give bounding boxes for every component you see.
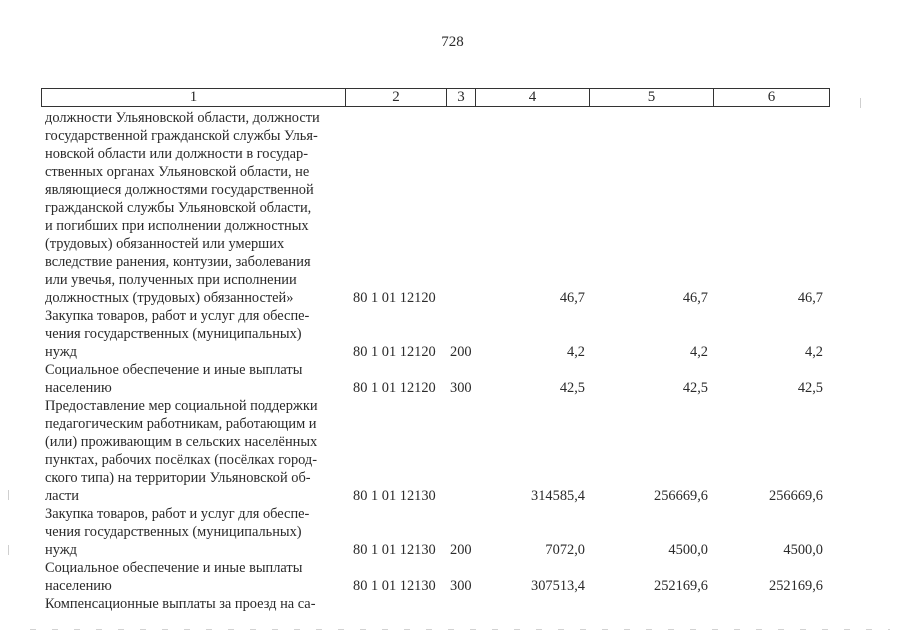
row-value-col5: 4500,0	[668, 542, 708, 558]
row-value-col4: 4,2	[567, 344, 585, 360]
description-line: должностных (трудовых) обязанностей»	[45, 290, 294, 306]
row-value-col4: 314585,4	[531, 488, 585, 504]
scan-artifact-line	[30, 629, 890, 630]
description-line: Социальное обеспечение и иные выплаты	[45, 362, 303, 378]
row-description	[45, 595, 342, 613]
scan-artifact-mark	[8, 490, 9, 500]
row-value-col5: 46,7	[682, 290, 708, 306]
description-line: населению	[45, 578, 112, 594]
description-line: ственных органах Ульяновской области, не	[45, 164, 310, 180]
row-value-col4: 46,7	[559, 290, 585, 306]
header-col-2: 2	[346, 89, 447, 106]
header-col-5: 5	[590, 89, 714, 106]
row-description	[45, 361, 342, 397]
row-code: 80 1 01 12130	[353, 542, 436, 558]
row-description	[45, 307, 342, 361]
row-expense-type: 300	[450, 578, 472, 594]
row-value-col4: 307513,4	[531, 578, 585, 594]
description-line: чения государственных (муниципальных)	[45, 326, 302, 342]
row-description	[45, 559, 342, 595]
scan-artifact-mark	[8, 545, 9, 555]
row-value-col6: 4,2	[805, 344, 823, 360]
row-value-col6: 46,7	[797, 290, 823, 306]
row-expense-type: 300	[450, 380, 472, 396]
header-col-1: 1	[42, 89, 346, 106]
header-col-6: 6	[714, 89, 830, 106]
description-line: нужд	[45, 344, 77, 360]
description-line: Предоставление мер социальной поддержки	[45, 398, 318, 414]
row-expense-type: 200	[450, 542, 472, 558]
description-line: или увечья, полученных при исполнении	[45, 272, 297, 288]
description-line: педагогическим работникам, работающим и	[45, 416, 317, 432]
row-value-col5: 4,2	[690, 344, 708, 360]
description-line: новской области или должности в государ-	[45, 146, 308, 162]
row-value-col4: 7072,0	[545, 542, 585, 558]
description-line: должности Ульяновской области, должности	[45, 110, 320, 126]
scan-artifact-mark	[860, 98, 861, 108]
row-value-col5: 256669,6	[654, 488, 708, 504]
row-code: 80 1 01 12120	[353, 380, 436, 396]
row-value-col4: 42,5	[559, 380, 585, 396]
page-number: 728	[441, 34, 464, 50]
description-line: ского типа) на территории Ульяновской об-	[45, 470, 311, 486]
description-line: гражданской службы Ульяновской области,	[45, 200, 312, 216]
row-description	[45, 397, 342, 505]
description-line: нужд	[45, 542, 77, 558]
row-code: 80 1 01 12120	[353, 344, 436, 360]
row-value-col6: 42,5	[797, 380, 823, 396]
row-code: 80 1 01 12130	[353, 578, 436, 594]
description-line: чения государственных (муниципальных)	[45, 524, 302, 540]
row-value-col6: 256669,6	[769, 488, 823, 504]
description-line: пунктах, рабочих посёлках (посёлках город-	[45, 452, 318, 468]
row-expense-type: 200	[450, 344, 472, 360]
row-value-col6: 4500,0	[783, 542, 823, 558]
row-value-col6: 252169,6	[769, 578, 823, 594]
description-line: ласти	[45, 488, 79, 504]
description-line: и погибших при исполнении должностных	[45, 218, 309, 234]
row-description	[45, 505, 342, 559]
description-line: Закупка товаров, работ и услуг для обеспе-	[45, 506, 310, 522]
description-line: государственной гражданской службы Улья-	[45, 128, 318, 144]
row-value-col5: 252169,6	[654, 578, 708, 594]
description-line: (или) проживающим в сельских населённых	[45, 434, 318, 450]
description-line: Компенсационные выплаты за проезд на са-	[45, 596, 316, 612]
description-line: являющиеся должностями государственной	[45, 182, 314, 198]
header-col-4: 4	[476, 89, 590, 106]
row-code: 80 1 01 12130	[353, 488, 436, 504]
description-line: вследствие ранения, контузии, заболевания	[45, 254, 311, 270]
header-col-3: 3	[447, 89, 476, 106]
description-line: Закупка товаров, работ и услуг для обеспе-	[45, 308, 310, 324]
description-line: населению	[45, 380, 112, 396]
row-value-col5: 42,5	[682, 380, 708, 396]
row-description	[45, 109, 342, 307]
description-line: (трудовых) обязанностей или умерших	[45, 236, 285, 252]
row-code: 80 1 01 12120	[353, 290, 436, 306]
description-line: Социальное обеспечение и иные выплаты	[45, 560, 303, 576]
